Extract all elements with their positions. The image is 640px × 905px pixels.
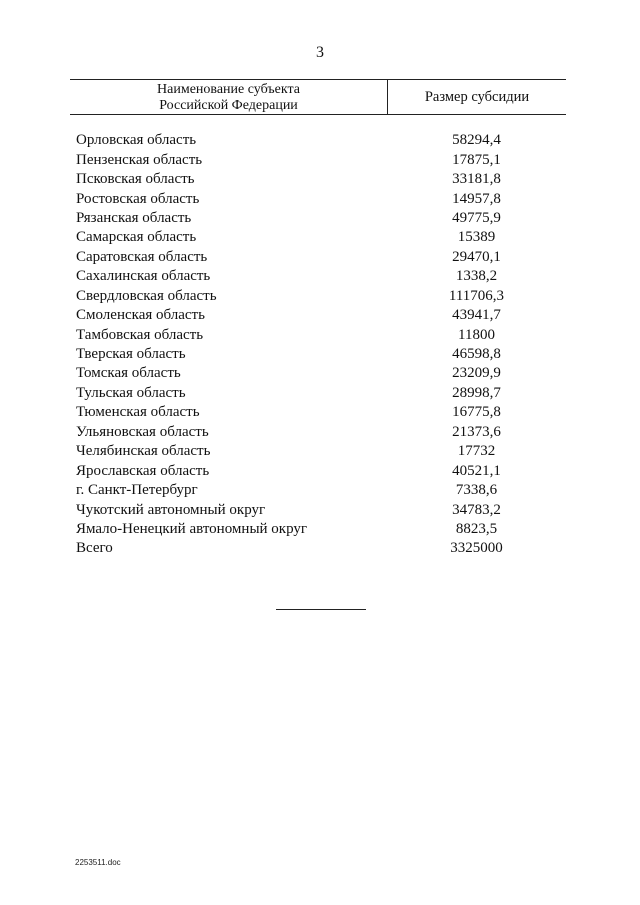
region-name: Рязанская область: [76, 209, 192, 226]
page-number: 3: [316, 44, 324, 61]
region-name: Пензенская область: [76, 151, 203, 168]
region-name: Томская область: [76, 365, 181, 382]
end-of-document-rule: [276, 609, 366, 610]
table-row: [76, 189, 566, 208]
table-row: [76, 306, 566, 325]
region-name: Ямало-Ненецкий автономный округ: [76, 520, 308, 537]
table-row: [76, 209, 566, 228]
subsidy-value: 46598,8: [452, 346, 501, 363]
region-name: Саратовская область: [76, 248, 208, 265]
table-row: [76, 384, 566, 403]
subsidy-value: 49775,9: [452, 209, 501, 226]
file-name-footer: 2253511.doc: [75, 858, 121, 867]
table-row: [76, 248, 566, 267]
subsidy-value: 29470,1: [452, 248, 501, 265]
region-name: Орловская область: [76, 132, 197, 149]
header-bottom-rule: [70, 114, 566, 115]
table-row: [76, 287, 566, 306]
table-row: [76, 345, 566, 364]
subsidy-value: 111706,3: [448, 287, 505, 304]
table-row: [76, 423, 566, 442]
table-row: [76, 520, 566, 539]
region-name: Сахалинская область: [76, 268, 211, 285]
table-row: [76, 539, 566, 558]
region-name: Всего: [76, 540, 113, 557]
region-name: Тверская область: [76, 346, 186, 363]
region-name: Ульяновская область: [76, 423, 209, 440]
region-name: Свердловская область: [76, 287, 217, 304]
table-row: [76, 442, 566, 461]
subsidy-value: 43941,7: [452, 307, 501, 324]
subsidy-value: 3325000: [450, 540, 503, 557]
header-subject-line2: Российской Федерации: [159, 98, 298, 113]
region-name: Смоленская область: [76, 307, 205, 324]
table-row: [76, 500, 566, 519]
subsidy-value: 58294,4: [452, 132, 501, 149]
table-top-rule: [70, 79, 566, 80]
region-name: Тульская область: [76, 384, 186, 401]
region-name: Ярославская область: [76, 462, 210, 479]
subsidy-value: 40521,1: [452, 462, 501, 479]
table-row: [76, 228, 566, 247]
subsidy-value: 14957,8: [452, 190, 501, 207]
table-row: [76, 325, 566, 344]
subsidy-value: 8823,5: [455, 520, 498, 537]
subsidy-value: 1338,2: [455, 268, 498, 285]
subsidy-value: 28998,7: [452, 384, 501, 401]
region-name: Чукотский автономный округ: [76, 501, 266, 518]
subsidy-value: 21373,6: [452, 423, 501, 440]
table-row: [76, 461, 566, 480]
subsidy-value: 7338,6: [455, 482, 498, 499]
header-subsidy-amount: Размер субсидии: [424, 89, 530, 105]
subsidy-value: 34783,2: [452, 501, 501, 518]
subsidy-value: 15389: [457, 229, 496, 246]
table-row: [76, 131, 566, 150]
subsidy-value: 16775,8: [452, 404, 501, 421]
table-row: [76, 170, 566, 189]
subsidy-value: 17732: [457, 443, 496, 460]
table-row: [76, 481, 566, 500]
region-name: Псковская область: [76, 171, 195, 188]
subsidy-value: 33181,8: [452, 171, 501, 188]
table-body: [76, 131, 566, 559]
region-name: Ростовская область: [76, 190, 200, 207]
header-subject-name: [70, 82, 387, 114]
region-name: Челябинская область: [76, 443, 211, 460]
subsidy-value: 17875,1: [452, 151, 501, 168]
subsidy-value: 23209,9: [452, 365, 501, 382]
table-row: [76, 267, 566, 286]
table-row: [76, 150, 566, 169]
region-name: Тюменская область: [76, 404, 200, 421]
table-row: [76, 364, 566, 383]
table-row: [76, 403, 566, 422]
subsidy-value: 11800: [458, 326, 495, 343]
region-name: Тамбовская область: [76, 326, 204, 343]
header-subject-line1: Наименование субъекта: [157, 82, 300, 97]
region-name: г. Санкт-Петербург: [76, 482, 198, 499]
region-name: Самарская область: [76, 229, 197, 246]
